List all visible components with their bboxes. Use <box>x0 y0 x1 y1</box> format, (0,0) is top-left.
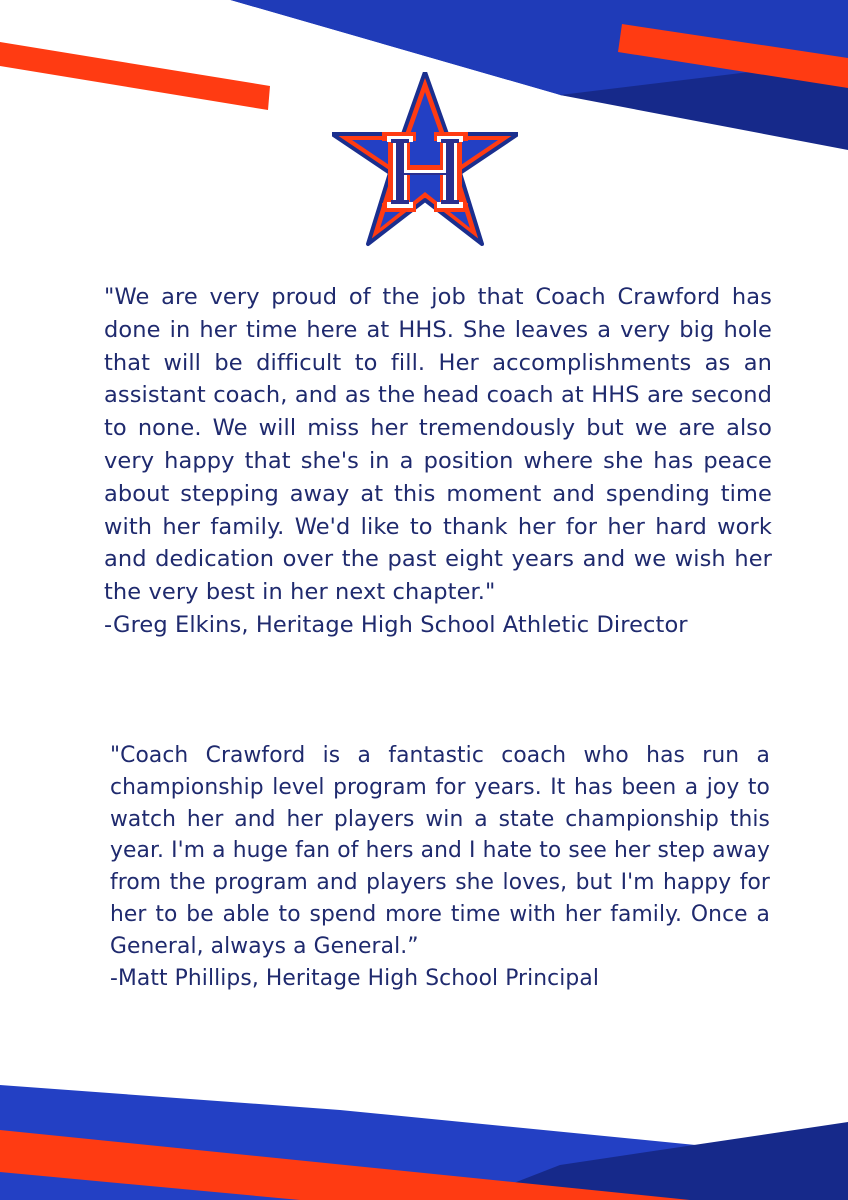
quote-principal <box>110 740 770 994</box>
quote-attribution: -Matt Phillips, Heritage High School Principal <box>110 965 599 991</box>
quote-text: "We are very proud of the job that Coach Crawford has done in her time here at HHS. She leaves a very big hole that will be difficult to fill. Her accomplishments as an assistant coach, and as the head coach at HHS are second to none. We will miss her tremendously but we are also very happy that she's in a position where she has peace about stepping away at this moment and spending time with her family. We'd like to thank her for her hard work and dedication over the past eight years and we wish her the very best in her next chapter." <box>104 284 772 606</box>
star-h-logo-icon <box>332 72 518 248</box>
quote-athletic-director <box>104 281 772 642</box>
quote-text: "Coach Crawford is a fantastic coach who has run a championship level program for years. It has been a joy to watch her and her players win a state championship this year. I'm a huge fan of hers and I hate to see her step away from the program and players she loves, but I'm happy for her to be able to spend more time with her family. Once a General, always a General.” <box>110 743 770 959</box>
quote-attribution: -Greg Elkins, Heritage High School Athletic Director <box>104 611 688 638</box>
